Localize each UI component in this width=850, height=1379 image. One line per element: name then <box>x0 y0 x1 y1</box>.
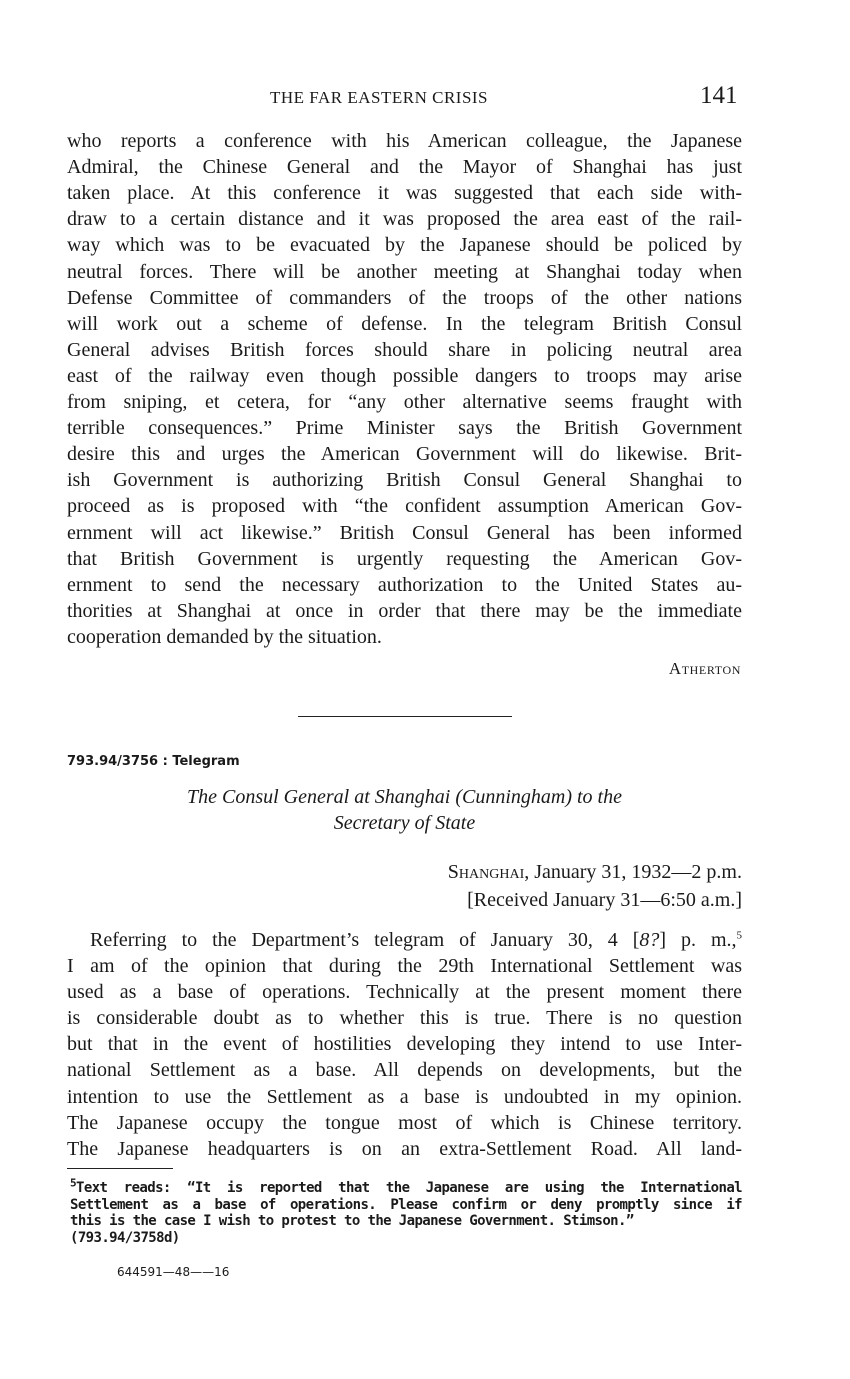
footnote-rule <box>67 1168 173 1169</box>
cont-line: that British Government is urgently requesting the American Gov- <box>67 547 742 570</box>
cont-line: draw to a certain distance and it was proposed the area east of the rail- <box>67 208 742 231</box>
body-line: I am of the opinion that during the 29th International Settlement was <box>67 955 742 977</box>
body-line: is considerable doubt as to whether this is true. There is no question <box>67 1007 742 1030</box>
cont-line: east of the railway even though possible dangers to troops may arise <box>67 364 742 387</box>
body-line: national Settlement as a base. All depends on developments, but the <box>67 1059 742 1082</box>
signature: Atherton <box>668 659 741 678</box>
body-line: used as a base of operations. Technically at the present moment there <box>67 981 742 1004</box>
received-line: [Received January 31—6:50 a.m.] <box>467 889 742 911</box>
print-code: 644591—48——16 <box>117 1265 230 1279</box>
body-line: The Japanese headquarters is on an extra-Settlement Road. All land- <box>67 1137 742 1160</box>
cont-line: neutral forces. There will be another meeting at Shanghai today when <box>67 260 742 283</box>
body-line: The Japanese occupy the tongue most of which is Chinese territory. <box>67 1111 742 1134</box>
body-first-line <box>90 929 742 955</box>
footnote-marker: 5 <box>70 1176 77 1190</box>
cont-line: taken place. At this conference it was suggested that each side with- <box>67 182 742 205</box>
document-title-line-2: Secretary of State <box>333 812 476 834</box>
cont-line: ernment to send the necessary authorization to the United States au- <box>67 573 742 596</box>
body-first-line-end: ] p. m., <box>659 929 737 951</box>
page-number: 141 <box>700 82 738 109</box>
cont-line: who reports a conference with his American colleague, the Japanese <box>67 130 742 152</box>
cont-line: ish Government is authorizing British Consul General Shanghai to <box>67 469 742 492</box>
footnote-line: this is the case I wish to protest to the Japanese Government. Stimson.” <box>70 1213 634 1229</box>
file-reference: 793.94/3756 : Telegram <box>67 754 240 769</box>
body-line: but that in the event of hostilities developing they intend to use Inter- <box>67 1033 742 1056</box>
editor-note: 8? <box>639 929 660 951</box>
cont-line: thorities at Shanghai at once in order that there may be the immediate <box>67 599 742 622</box>
footnote-line: (793.94/3758d) <box>70 1229 180 1246</box>
cont-line: ernment will act likewise.” British Consul General has been informed <box>67 521 742 544</box>
footnote-ref: 5 <box>736 929 743 942</box>
cont-line: way which was to be evacuated by the Japanese should be policed by <box>67 234 742 257</box>
body-first-line-text: Referring to the Department’s telegram of January 30, 4 [ <box>90 929 640 951</box>
cont-line: from sniping, et cetera, for “any other alternative seems fraught with <box>67 391 742 413</box>
cont-line: cooperation demanded by the situation. <box>67 625 382 648</box>
cont-line: proceed as is proposed with “the confident assumption American Gov- <box>67 495 742 518</box>
cont-line: will work out a scheme of defense. In the telegram British Consul <box>67 312 742 335</box>
footnote-line <box>70 1176 742 1198</box>
body-line: intention to use the Settlement as a base is undoubted in my opinion. <box>67 1085 742 1108</box>
dateline <box>448 861 742 884</box>
cont-line: Admiral, the Chinese General and the Mayor of Shanghai has just <box>67 156 742 179</box>
cont-line: desire this and urges the American Government will do likewise. Brit- <box>67 443 742 466</box>
dateline-place: Shanghai <box>447 861 525 883</box>
cont-line: terrible consequences.” Prime Minister says the British Government <box>67 417 742 440</box>
cont-line: Defense Committee of commanders of the troops of the other nations <box>67 286 742 309</box>
section-separator <box>298 716 512 717</box>
running-title: THE FAR EASTERN CRISIS <box>270 88 489 107</box>
footnote-line: Settlement as a base of operations. Please confirm or deny promptly since if <box>70 1196 742 1213</box>
footnote-text: Text reads: “It is reported that the Japanese are using the International <box>76 1180 742 1196</box>
cont-line: General advises British forces should share in policing neutral area <box>67 338 742 361</box>
document-title-line-1: The Consul General at Shanghai (Cunningham) to the <box>187 786 622 808</box>
dateline-date: , January 31, 1932—2 p.m. <box>524 861 742 883</box>
